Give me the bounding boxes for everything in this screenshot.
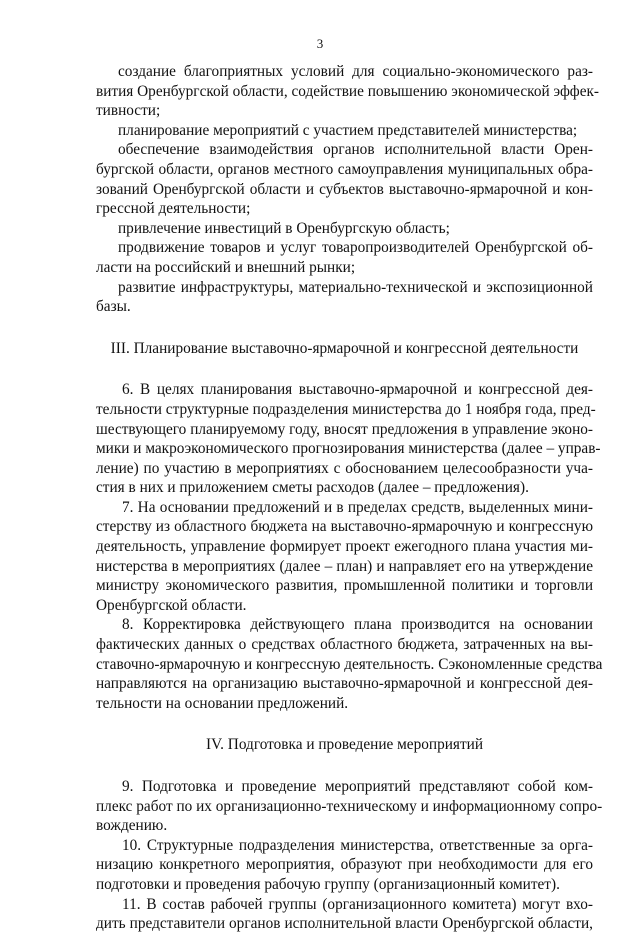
text-line: стерству из областного бюджета на выставочно-ярмарочную и конгрессную [96, 518, 593, 536]
paragraph [96, 615, 603, 713]
text-line: зований Оренбургской области и субъектов выставочно-ярмарочной и кон- [96, 180, 593, 198]
text-line: привлечение инвестиций в Оренбургскую область; [118, 219, 450, 237]
text-line: 6. В целях планирования выставочно-ярмарочной и конгрессной дея- [122, 381, 593, 399]
text-line: продвижение товаров и услуг товаропроизводителей Оренбургской об- [118, 239, 593, 257]
text-line: базы. [96, 298, 131, 316]
section-heading: IV. Подготовка и проведение мероприятий [205, 736, 484, 754]
paragraph [96, 836, 593, 895]
text-line: Оренбургской области. [96, 596, 247, 614]
text-line: 9. Подготовка и проведение мероприятий представляют собой ком- [122, 778, 593, 795]
text-line: вождению. [96, 817, 168, 835]
list-item [96, 238, 593, 277]
text-line: тельности на основании предложений. [96, 694, 349, 712]
text-line: низацию конкретного мероприятия, образуют при необходимости для его [96, 856, 593, 874]
list-item [96, 219, 593, 239]
paragraph [96, 498, 593, 616]
text-line: обеспечение взаимодействия органов исполнительной власти Орен- [118, 141, 593, 159]
text-line: планирование мероприятий с участием представителей министерства; [118, 121, 578, 139]
text-line: дить представители органов исполнительной власти Оренбургской области, [96, 915, 593, 933]
text-line: стия в них и приложением сметы расходов (далее – предложения). [96, 479, 529, 497]
paragraph [96, 777, 603, 836]
text-line: ставочно-ярмарочную и конгрессную деятельность. Сэкономленные средства [96, 655, 603, 673]
text-line: создание благоприятных условий для социально-экономического раз- [118, 63, 593, 80]
text-line: грессной деятельности; [96, 200, 251, 218]
list-item [96, 121, 593, 141]
paragraph [96, 380, 601, 498]
text-line: тельности структурные подразделения министерства до 1 ноября года, пред- [96, 400, 596, 418]
list-item [96, 140, 593, 218]
text-line: ление) по участию в мероприятиях с обоснованием целесообразности уча- [96, 459, 593, 477]
text-line: нистерства в мероприятиях (далее – план) и направляет его на утверждение [96, 557, 593, 575]
text-line: шествующего планируемому году, вносят предложения в управление эконо- [96, 420, 593, 438]
text-line: фактических данных о средствах областного бюджета, затраченных на вы- [96, 636, 593, 654]
text-line: вития Оренбургской области, содействие повышению экономической эффек- [96, 82, 600, 100]
document-body [96, 62, 603, 934]
text-line: направляются на организацию выставочно-ярмарочной и конгрессной дея- [96, 675, 593, 693]
text-line: 7. На основании предложений и в пределах средств, выделенных мини- [122, 498, 593, 516]
text-line: деятельность, управление формирует проект ежегодного плана участия ми- [96, 538, 593, 556]
text-line: 8. Корректировка действующего плана производится на основании [122, 616, 593, 634]
text-line: бургской области, органов местного самоуправления муниципальных обра- [96, 160, 593, 178]
text-line: плекс работ по их организационно-техническому и информационному сопро- [96, 797, 603, 815]
text-line: развитие инфраструктуры, материально-технической и экспозиционной [118, 278, 593, 296]
text-line: тивности; [96, 102, 161, 120]
text-line: 11. В состав рабочей группы (организационного комитета) могут вхо- [122, 895, 593, 913]
list-item [96, 62, 600, 121]
text-line: министру экономического развития, промышленной политики и торговли [96, 577, 593, 595]
text-line: ласти на российский и внешний рынки; [96, 258, 356, 276]
text-line: подготовки и проведения рабочую группу (организационный комитет). [96, 875, 560, 893]
list-item [96, 278, 593, 317]
text-line: мики и макроэкономического прогнозирования министерства (далее – управ- [96, 440, 601, 458]
section-heading: III. Планирование выставочно-ярмарочной и конгрессной деятельности [110, 339, 579, 357]
page-number: 3 [316, 36, 324, 51]
paragraph [96, 895, 593, 934]
text-line: 10. Структурные подразделения министерства, ответственные за орга- [122, 836, 593, 854]
